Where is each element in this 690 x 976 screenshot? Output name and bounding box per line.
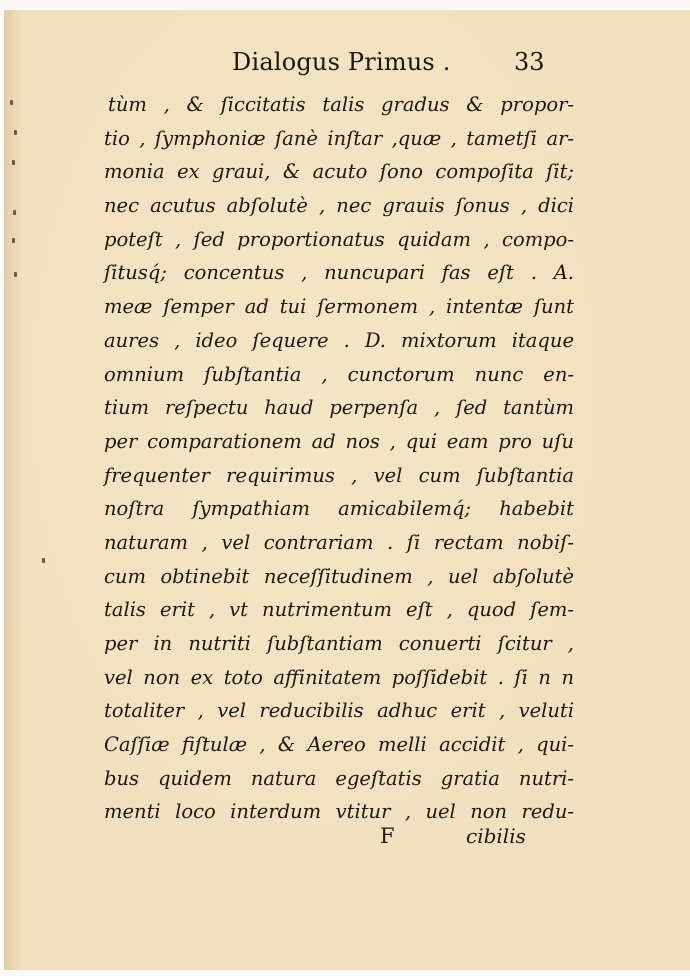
text-line: nec acutus abſolutè , nec grauis ſonus , dici (104, 194, 574, 218)
text-line: ſitusq́; concentus , nuncupari fas eſt . A. (104, 261, 574, 285)
text-line: vel non ex toto affinitatem poſſidebit . ſi n n (104, 665, 574, 689)
margin-ink-speck (10, 100, 13, 105)
text-line: frequenter requirimus , vel cum ſubſtantia (104, 463, 574, 487)
margin-ink-speck (42, 558, 45, 563)
running-title: Dialogus Primus . (232, 48, 451, 76)
text-line: per comparationem ad nos , qui eam pro uſu (104, 429, 574, 453)
text-line: cum obtinebit neceſſitudinem , uel abſolutè (104, 564, 574, 588)
text-line: aures , ideo ſequere . D. mixtorum itaque (104, 328, 574, 352)
text-line: naturam , vel contrariam . ſi rectam nobiſ- (104, 530, 574, 554)
margin-ink-speck (14, 272, 17, 277)
body-text (104, 88, 574, 829)
text-line: bus quidem natura egeſtatis gratia nutri- (104, 766, 574, 790)
text-line: monia ex graui, & acuto ſono compoſita ſit; (104, 160, 574, 184)
text-line: meæ ſemper ad tui ſermonem , intentæ ſunt (104, 295, 574, 319)
margin-ink-speck (12, 160, 15, 165)
page-header (4, 48, 690, 80)
book-page (4, 10, 690, 970)
catchword: cibilis (466, 824, 526, 848)
text-line: tio , ſymphoniæ ſanè inſtar ,quæ , tametſi ar- (104, 126, 574, 150)
text-line: talis erit , vt nutrimentum eſt , quod ſem- (104, 598, 574, 622)
text-line: per in nutriti ſubſtantiam conuerti ſcitur , (104, 632, 574, 655)
margin-ink-speck (14, 130, 17, 135)
margin-ink-speck (12, 238, 15, 243)
text-line: Caſſiæ fiſtulæ , & Aereo melli accidit , qui- (104, 733, 574, 757)
text-line: totaliter , vel reducibilis adhuc erit , veluti (104, 699, 574, 723)
text-line: omnium ſubſtantia , cunctorum nunc en- (104, 362, 574, 386)
signature-mark: F (380, 824, 395, 848)
text-line: noſtra ſympathiam amicabilemq́; habebit (104, 497, 574, 521)
page-footer (4, 824, 690, 858)
text-line: tùm , & ſiccitatis talis gradus & propor- (108, 93, 574, 116)
margin-ink-speck (13, 210, 16, 215)
page-number: 33 (514, 48, 545, 76)
text-line: tium reſpectu haud perpenſa , ſed tantùm (104, 396, 574, 420)
text-line: menti loco interdum vtitur , uel non redu- (104, 800, 574, 824)
text-line: poteſt , ſed proportionatus quidam , compo- (104, 227, 574, 251)
